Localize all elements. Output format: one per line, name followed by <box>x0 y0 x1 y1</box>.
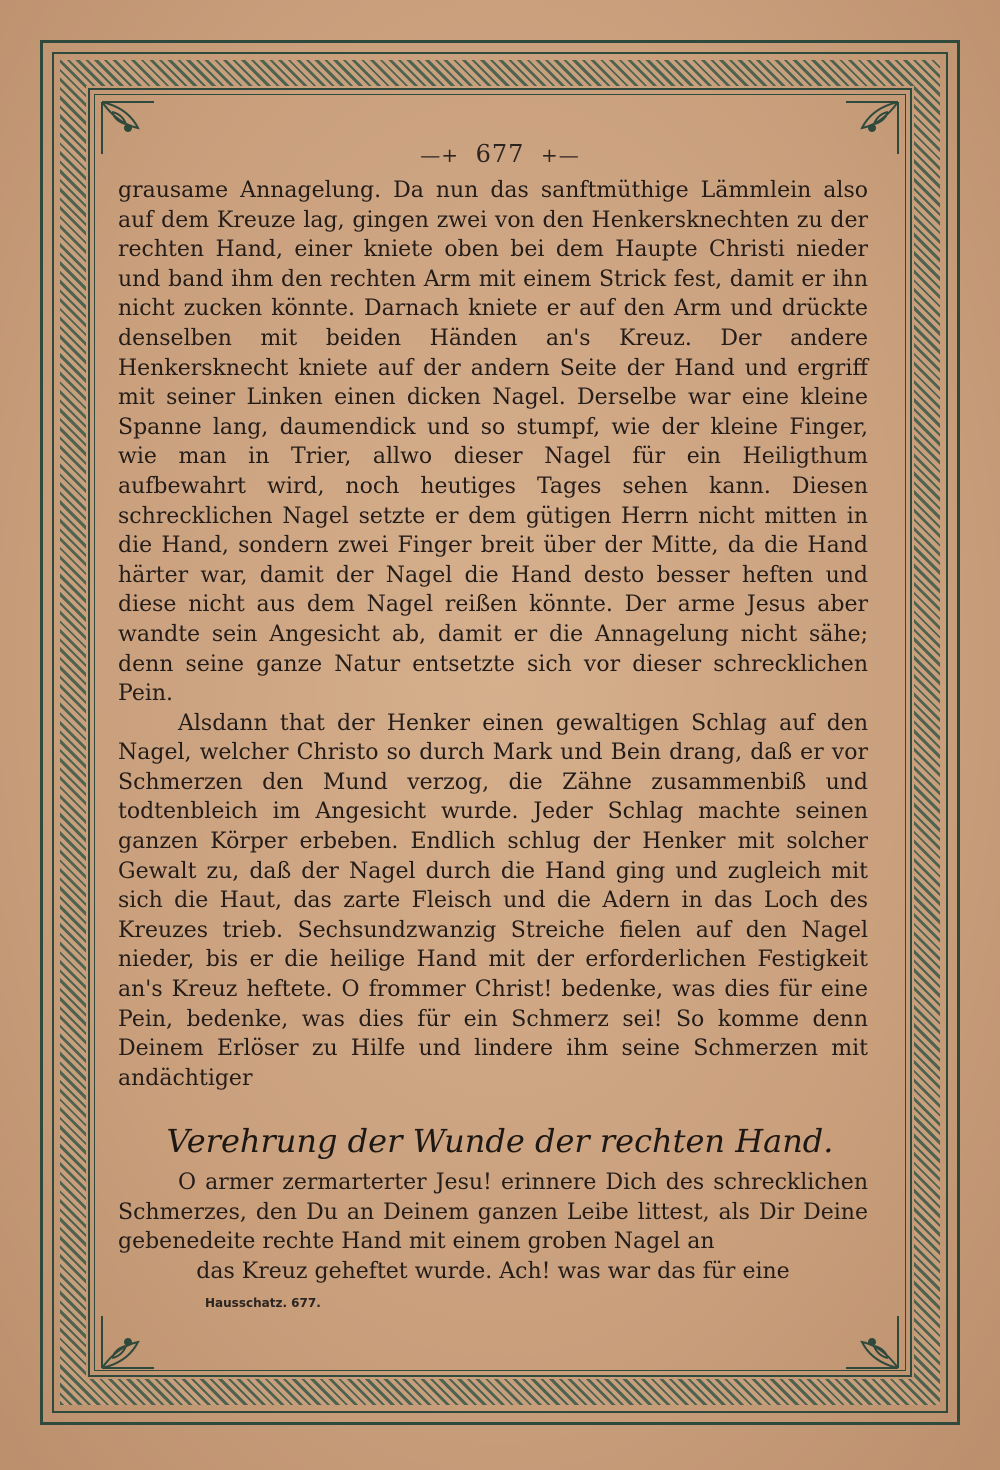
signature-mark: Hausschatz. 677. <box>205 1296 321 1310</box>
section-text <box>118 1168 868 1286</box>
header-ornament-right: +— <box>541 143 580 167</box>
paragraph: Alsdann that der Henker einen gewaltigen Schlag auf den Nagel, welcher Christo so durch Mark und Bein drang, daß er vor Schmerzen den Mund verzog, die Zähne zusammenbiß und todtenbleich im Angesicht wurde. Jeder Schlag machte seinen ganzen Körper erbeben. Endlich schlug der Henker mit solcher Gewalt zu, daß der Nagel durch die Hand ging und zugleich mit sich die Haut, das zarte Fleisch und die Adern in das Loch des Kreuzes trieb. Sechsundzwanzig Streiche fielen auf den Nagel nieder, bis er die heilige Hand mit der erforderlichen Festigkeit an's Kreuz heftete. O frommer Christ! bedenke, was dies für eine Pein, bedenke, was dies für ein Schmerz sei! So komme denn Deinem Erlöser zu Hilfe und lindere ihm seine Schmerzen mit andächtiger <box>118 710 868 1091</box>
page-header <box>0 140 1000 168</box>
corner-ornament-icon <box>842 1312 902 1372</box>
paragraph: grausame Annagelung. Da nun das sanftmüthige Lämmlein also auf dem Kreuze lag, gingen zwei von den Henkersknechten zu der rechten Hand, einer kniete oben bei dem Haupte Christi nieder und band ihm den rechten Arm mit einem Strick fest, damit er ihn nicht zucken könnte. Darnach kniete er auf den Arm und drückte denselben mit beiden Händen an's Kreuz. Der andere Henkersknecht kniete auf der andern Seite der Hand und ergriff mit seiner Linken einen dicken Nagel. Derselbe war eine kleine Spanne lang, daumendick und so stumpf, wie der kleine Finger, wie man in Trier, allwo dieser Nagel für ein Heiligthum aufbewahrt wird, noch heutiges Tages sehen kann. Diesen schrecklichen Nagel setzte er dem gütigen Herrn nicht mitten in die Hand, sondern zwei Finger breit über der Mitte, da die Hand härter war, damit der Nagel die Hand desto besser heften und diese nicht aus dem Nagel reißen könnte. Der arme Jesus aber wandte sein Angesicht ab, damit er die Annagelung nicht sähe; denn seine ganze Natur entsetzte sich vor dieser schrecklichen Pein. <box>118 178 868 707</box>
paragraph-last-line: das Kreuz geheftet wurde. Ach! was war das für eine <box>196 1258 790 1284</box>
header-ornament-left: —+ <box>420 143 459 167</box>
paragraph: O armer zermarterter Jesu! erinnere Dich des schrecklichen Schmerzes, den Du an Deinem ganzen Leibe littest, als Dir Deine gebenedeite rechte Hand mit einem groben Nagel an <box>118 1170 868 1255</box>
corner-ornament-icon <box>98 1312 158 1372</box>
page-number: 677 <box>475 140 525 168</box>
main-text <box>118 176 868 1093</box>
section-title: Verehrung der Wunde der rechten Hand. <box>166 1122 834 1160</box>
